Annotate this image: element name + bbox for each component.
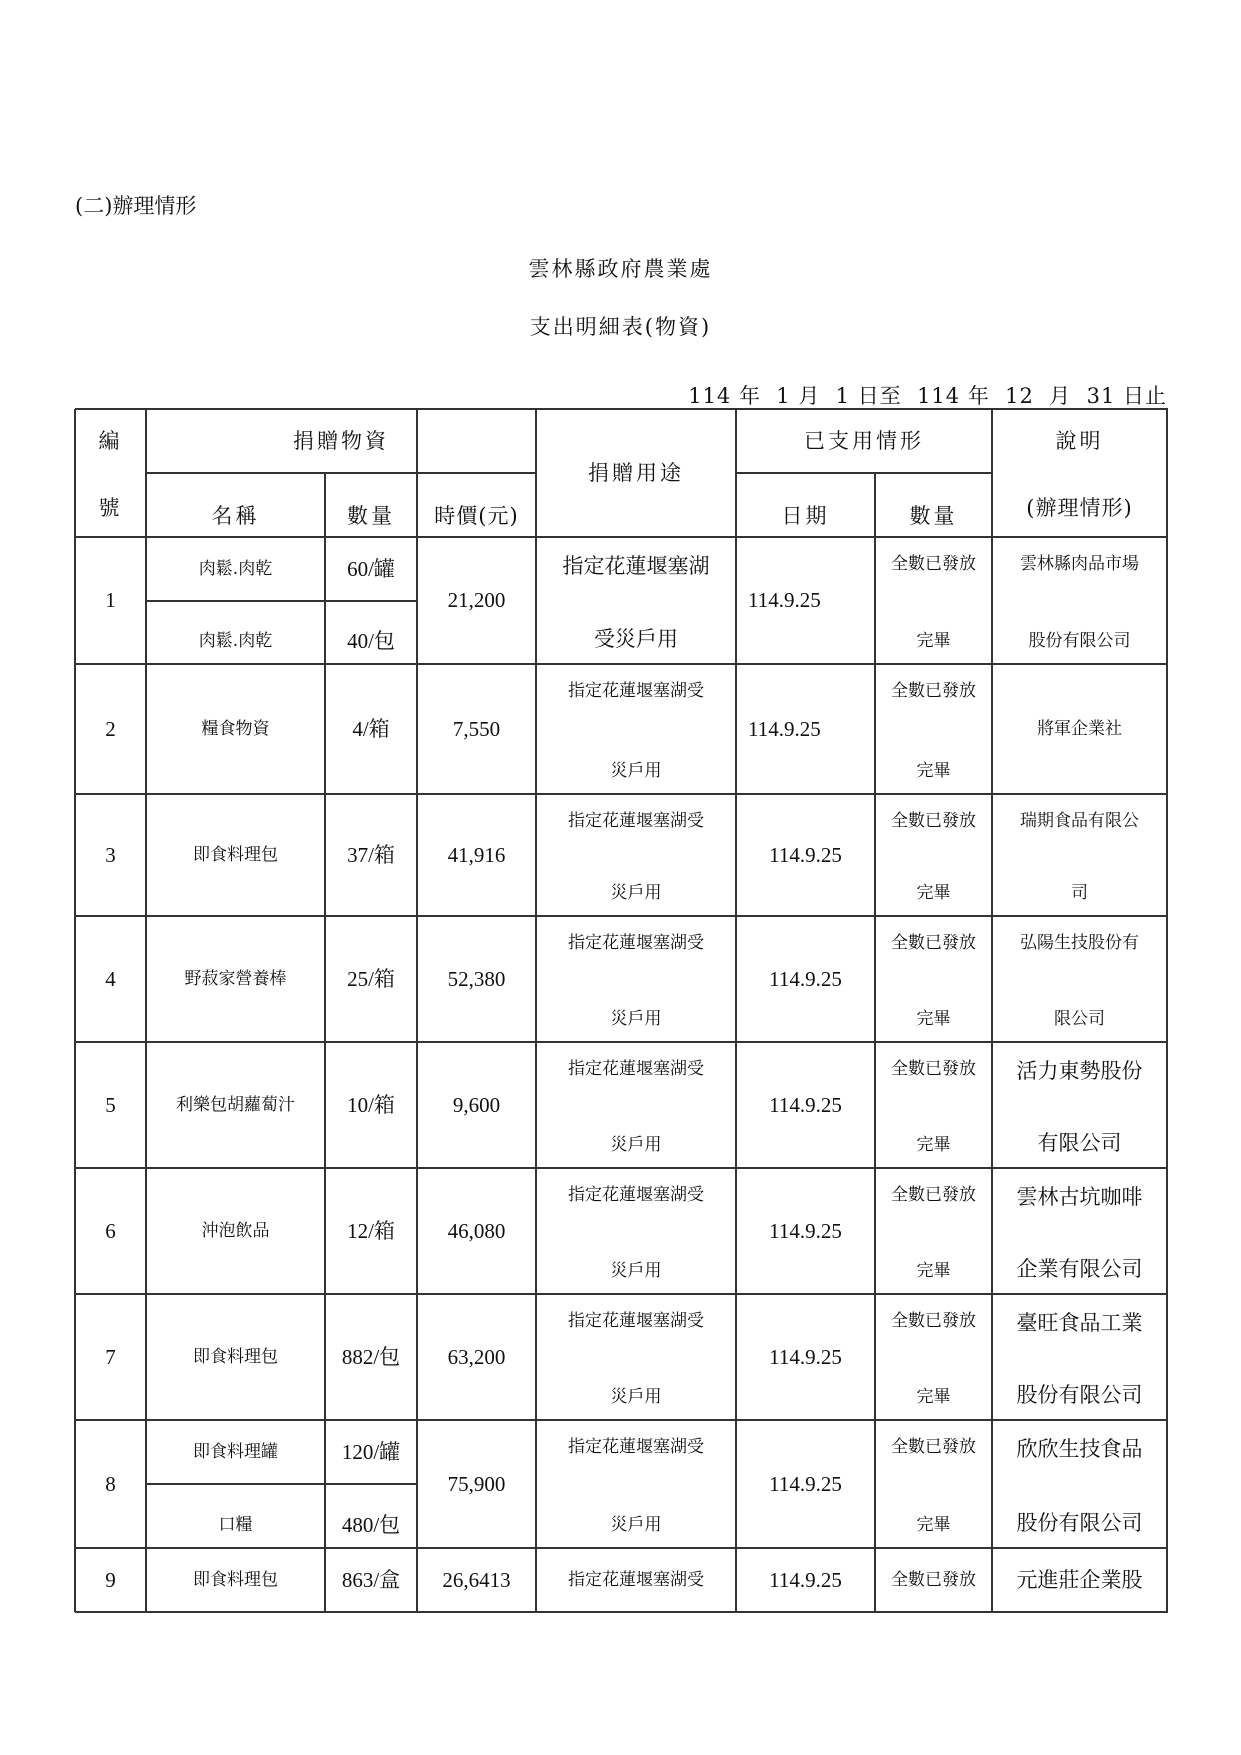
item-quantity-text: 480/包 <box>341 1513 401 1537</box>
item-price-text: 21,200 <box>447 588 506 612</box>
item-price <box>417 794 536 916</box>
remark-line: 股份有限公司 <box>1016 1383 1143 1407</box>
grid-line <box>75 408 1168 410</box>
donation-purpose-line: 指定花蓮堰塞湖受 <box>568 1059 704 1079</box>
item-name <box>146 916 325 1042</box>
org-title: 雲林縣政府農業處 <box>528 257 713 281</box>
grid-line <box>75 793 1168 795</box>
usage-date-text: 114.9.25 <box>769 1344 842 1369</box>
row-number <box>75 1168 146 1294</box>
donation-purpose-line: 指定花蓮堰塞湖受 <box>568 933 704 953</box>
item-price <box>417 1420 536 1548</box>
row-number <box>75 1548 146 1612</box>
used-quantity-line: 完畢 <box>916 883 951 903</box>
usage-date-text: 114.9.25 <box>748 716 821 741</box>
grid-line <box>324 473 326 1612</box>
donation-purpose-line: 災戶用 <box>610 1515 662 1535</box>
item-quantity <box>325 1294 417 1420</box>
used-quantity <box>875 916 992 1042</box>
item-quantity-text: 4/箱 <box>352 716 390 741</box>
donation-purpose-line: 指定花蓮堰塞湖受 <box>568 1185 704 1205</box>
header-quantity: 數量 <box>347 504 395 528</box>
donation-purpose-line: 災戶用 <box>610 1387 662 1407</box>
item-name <box>146 1294 325 1420</box>
row-number-text: 1 <box>105 588 116 612</box>
remark <box>992 794 1167 916</box>
donation-purpose <box>536 1168 736 1294</box>
row-number-text: 7 <box>105 1344 116 1369</box>
period-range: 114 年 1 月 1 日至 114 年 12 月 31 日止 <box>688 384 1167 408</box>
item-quantity-text: 60/罐 <box>347 556 395 581</box>
grid-line <box>75 1041 1168 1043</box>
grid-line <box>145 409 147 1612</box>
header-no <box>75 409 146 537</box>
item-price-text: 52,380 <box>447 966 506 991</box>
donation-purpose-line: 指定花蓮堰塞湖受 <box>568 1569 704 1590</box>
header-no-bottom: 號 <box>98 496 123 520</box>
usage-date <box>736 664 875 794</box>
row-number <box>75 1420 146 1548</box>
used-quantity-line: 全數已發放 <box>891 1311 976 1331</box>
usage-date-text: 114.9.25 <box>769 1471 842 1496</box>
row-number <box>75 664 146 794</box>
remark <box>992 664 1167 794</box>
item-price-text: 7,550 <box>452 716 501 741</box>
item-name-text: 即食料理包 <box>193 1346 278 1367</box>
remark-line: 企業有限公司 <box>1016 1257 1143 1281</box>
donation-purpose <box>536 1420 736 1548</box>
row-number <box>75 1294 146 1420</box>
remark-line: 雲林古坑咖啡 <box>1016 1185 1143 1209</box>
usage-date <box>736 916 875 1042</box>
donation-purpose <box>536 1042 736 1168</box>
donation-purpose-line: 災戶用 <box>610 761 662 781</box>
used-quantity <box>875 1168 992 1294</box>
row-number <box>75 537 146 664</box>
row-number-text: 4 <box>105 966 116 991</box>
item-name-text: 糧食物資 <box>201 718 270 739</box>
remark-line: 弘陽生技股份有 <box>1020 933 1139 953</box>
grid-line <box>75 663 1168 665</box>
used-quantity-line: 全數已發放 <box>891 1059 976 1079</box>
row-number <box>75 794 146 916</box>
donation-purpose-line: 指定花蓮堰塞湖受 <box>568 1437 704 1457</box>
item-name-text: 口糧 <box>218 1515 253 1535</box>
item-price <box>417 1294 536 1420</box>
usage-date <box>736 1420 875 1548</box>
item-name <box>146 1168 325 1294</box>
item-quantity <box>325 1484 417 1548</box>
remark-line: 瑞期食品有限公 <box>1020 811 1139 831</box>
row-number-text: 3 <box>105 842 116 867</box>
grid-line <box>535 409 537 1612</box>
row-number-text: 2 <box>105 716 116 741</box>
item-price <box>417 664 536 794</box>
item-name-text: 利樂包胡蘿蔔汁 <box>176 1094 295 1115</box>
item-quantity-text: 882/包 <box>341 1344 401 1369</box>
used-quantity <box>875 794 992 916</box>
used-quantity-line: 全數已發放 <box>891 933 976 953</box>
usage-date <box>736 1168 875 1294</box>
item-quantity <box>325 1168 417 1294</box>
item-price-text: 75,900 <box>447 1471 506 1496</box>
usage-date <box>736 537 875 664</box>
item-name <box>146 1548 325 1612</box>
item-name-text: 即食料理罐 <box>193 1441 278 1462</box>
item-quantity-text: 40/包 <box>347 629 395 653</box>
remark-line: 雲林縣肉品市場 <box>1020 554 1139 574</box>
grid-line <box>991 409 993 1612</box>
item-quantity <box>325 664 417 794</box>
donation-purpose <box>536 1294 736 1420</box>
usage-date-text: 114.9.25 <box>769 1092 842 1117</box>
item-price-text: 46,080 <box>447 1218 506 1243</box>
used-quantity <box>875 1548 992 1612</box>
used-quantity-line: 完畢 <box>916 1009 951 1029</box>
section-heading: (二)辦理情形 <box>75 194 197 218</box>
item-name-text: 即食料理包 <box>193 1569 278 1590</box>
item-price <box>417 537 536 664</box>
grid-line <box>75 1293 1168 1295</box>
remark <box>992 916 1167 1042</box>
used-quantity-line: 全數已發放 <box>891 1437 976 1457</box>
row-number-text: 9 <box>105 1567 116 1592</box>
item-price-text: 9,600 <box>452 1092 501 1117</box>
donation-purpose <box>536 1548 736 1612</box>
header-remark <box>992 409 1167 537</box>
header-no-top: 編 <box>98 429 123 453</box>
item-price <box>417 1548 536 1612</box>
header-name: 名稱 <box>211 504 260 528</box>
row-number <box>75 1042 146 1168</box>
usage-date-text: 114.9.25 <box>769 1567 842 1592</box>
item-quantity-text: 12/箱 <box>347 1218 395 1243</box>
item-price <box>417 1168 536 1294</box>
grid-line <box>146 1483 417 1485</box>
grid-line <box>75 1547 1168 1549</box>
used-quantity-line: 完畢 <box>916 631 951 651</box>
donation-purpose-line: 指定花蓮堰塞湖受 <box>568 681 704 701</box>
used-quantity <box>875 537 992 664</box>
item-name <box>146 1042 325 1168</box>
header-price: 時價(元) <box>434 504 519 528</box>
grid-line <box>75 1611 1168 1613</box>
remark <box>992 1042 1167 1168</box>
usage-date-text: 114.9.25 <box>769 842 842 867</box>
donation-purpose <box>536 664 736 794</box>
grid-line <box>416 409 418 1612</box>
used-quantity-line: 完畢 <box>916 1135 951 1155</box>
remark-line: 司 <box>1071 883 1088 903</box>
grid-line <box>75 536 1168 538</box>
remark <box>992 1420 1167 1548</box>
grid-line <box>75 915 1168 917</box>
remark-line: 有限公司 <box>1037 1131 1122 1155</box>
donation-purpose-line: 受災戶用 <box>594 627 678 651</box>
donation-purpose-line: 災戶用 <box>610 1261 662 1281</box>
used-quantity-line: 完畢 <box>916 1515 951 1535</box>
donation-purpose-line: 指定花蓮堰塞湖受 <box>568 1311 704 1331</box>
usage-date <box>736 1042 875 1168</box>
remark-line: 欣欣生技食品 <box>1016 1437 1143 1461</box>
row-number <box>75 916 146 1042</box>
item-price-text: 26,6413 <box>442 1567 511 1592</box>
used-quantity <box>875 1042 992 1168</box>
usage-date <box>736 1548 875 1612</box>
usage-date <box>736 794 875 916</box>
donation-purpose <box>536 537 736 664</box>
donation-purpose-line: 災戶用 <box>610 1135 662 1155</box>
used-quantity-line: 全數已發放 <box>891 554 976 574</box>
remark-line: 元進莊企業股 <box>1016 1567 1143 1592</box>
remark <box>992 1294 1167 1420</box>
donation-purpose-line: 指定花蓮堰塞湖 <box>562 554 710 578</box>
header-purpose: 捐贈用途 <box>588 460 684 485</box>
donation-purpose <box>536 916 736 1042</box>
header-remark-top: 說明 <box>1055 429 1104 453</box>
grid-line <box>735 409 737 1612</box>
usage-date-text: 114.9.25 <box>748 588 821 612</box>
table-title: 支出明細表(物資) <box>529 315 712 339</box>
used-quantity-line: 全數已發放 <box>891 1569 976 1590</box>
used-quantity-line: 完畢 <box>916 1261 951 1281</box>
grid-line <box>74 409 76 1612</box>
donation-purpose-line: 災戶用 <box>610 883 662 903</box>
item-name <box>146 1484 325 1548</box>
item-quantity <box>325 1548 417 1612</box>
item-quantity <box>325 794 417 916</box>
remark <box>992 1548 1167 1612</box>
remark-line: 活力東勢股份 <box>1016 1059 1143 1083</box>
item-quantity-text: 10/箱 <box>347 1092 395 1117</box>
grid-line <box>1166 409 1168 1612</box>
used-quantity <box>875 1420 992 1548</box>
item-quantity-text: 863/盒 <box>341 1567 401 1592</box>
grid-line <box>736 472 992 474</box>
grid-line <box>874 473 876 1612</box>
item-price-text: 41,916 <box>447 842 506 867</box>
item-name-text: 沖泡飲品 <box>201 1220 270 1241</box>
item-quantity <box>325 537 417 601</box>
grid-line <box>75 1419 1168 1421</box>
item-name <box>146 1420 325 1484</box>
remark-line: 限公司 <box>1054 1009 1105 1029</box>
item-quantity-text: 120/罐 <box>341 1439 401 1464</box>
used-quantity-line: 全數已發放 <box>891 811 976 831</box>
used-quantity-line: 完畢 <box>916 1387 951 1407</box>
grid-line <box>75 1167 1168 1169</box>
row-number-text: 6 <box>105 1218 116 1243</box>
used-quantity <box>875 664 992 794</box>
grid-line <box>146 472 536 474</box>
header-usage-group: 已支用情形 <box>804 428 924 453</box>
item-quantity <box>325 1420 417 1484</box>
grid-line <box>146 600 417 602</box>
row-number-text: 5 <box>105 1092 116 1117</box>
item-name-text: 野菽家營養棒 <box>184 968 287 989</box>
remark <box>992 537 1167 664</box>
item-quantity <box>325 1042 417 1168</box>
used-quantity-line: 全數已發放 <box>891 681 976 701</box>
item-price <box>417 916 536 1042</box>
usage-date <box>736 1294 875 1420</box>
remark <box>992 1168 1167 1294</box>
row-number-text: 8 <box>105 1471 116 1496</box>
header-used-quantity: 數量 <box>909 504 958 528</box>
remark-line: 股份有限公司 <box>1028 631 1131 651</box>
item-name <box>146 794 325 916</box>
item-name-text: 肉鬆.肉乾 <box>198 558 273 579</box>
item-name <box>146 664 325 794</box>
header-remark-bottom: (辦理情形) <box>1026 496 1133 520</box>
item-name-text: 即食料理包 <box>193 844 278 865</box>
item-price <box>417 1042 536 1168</box>
donation-purpose-line: 災戶用 <box>610 1009 662 1029</box>
item-name <box>146 537 325 601</box>
item-name <box>146 601 325 664</box>
remark-line: 股份有限公司 <box>1016 1511 1143 1535</box>
usage-date-text: 114.9.25 <box>769 1218 842 1243</box>
item-quantity <box>325 916 417 1042</box>
item-name-text: 肉鬆.肉乾 <box>198 631 273 651</box>
item-price-text: 63,200 <box>447 1344 506 1369</box>
header-date: 日期 <box>781 504 830 528</box>
used-quantity-line: 全數已發放 <box>891 1185 976 1205</box>
item-quantity <box>325 601 417 664</box>
used-quantity <box>875 1294 992 1420</box>
item-quantity-text: 25/箱 <box>347 966 395 991</box>
remark-line: 臺旺食品工業 <box>1016 1311 1143 1335</box>
donation-purpose <box>536 794 736 916</box>
header-donation-group: 捐贈物資 <box>293 428 389 453</box>
used-quantity-line: 完畢 <box>916 761 951 781</box>
donation-purpose-line: 指定花蓮堰塞湖受 <box>568 811 704 831</box>
remark-line: 將軍企業社 <box>1037 718 1122 739</box>
item-quantity-text: 37/箱 <box>347 842 395 867</box>
usage-date-text: 114.9.25 <box>769 966 842 991</box>
